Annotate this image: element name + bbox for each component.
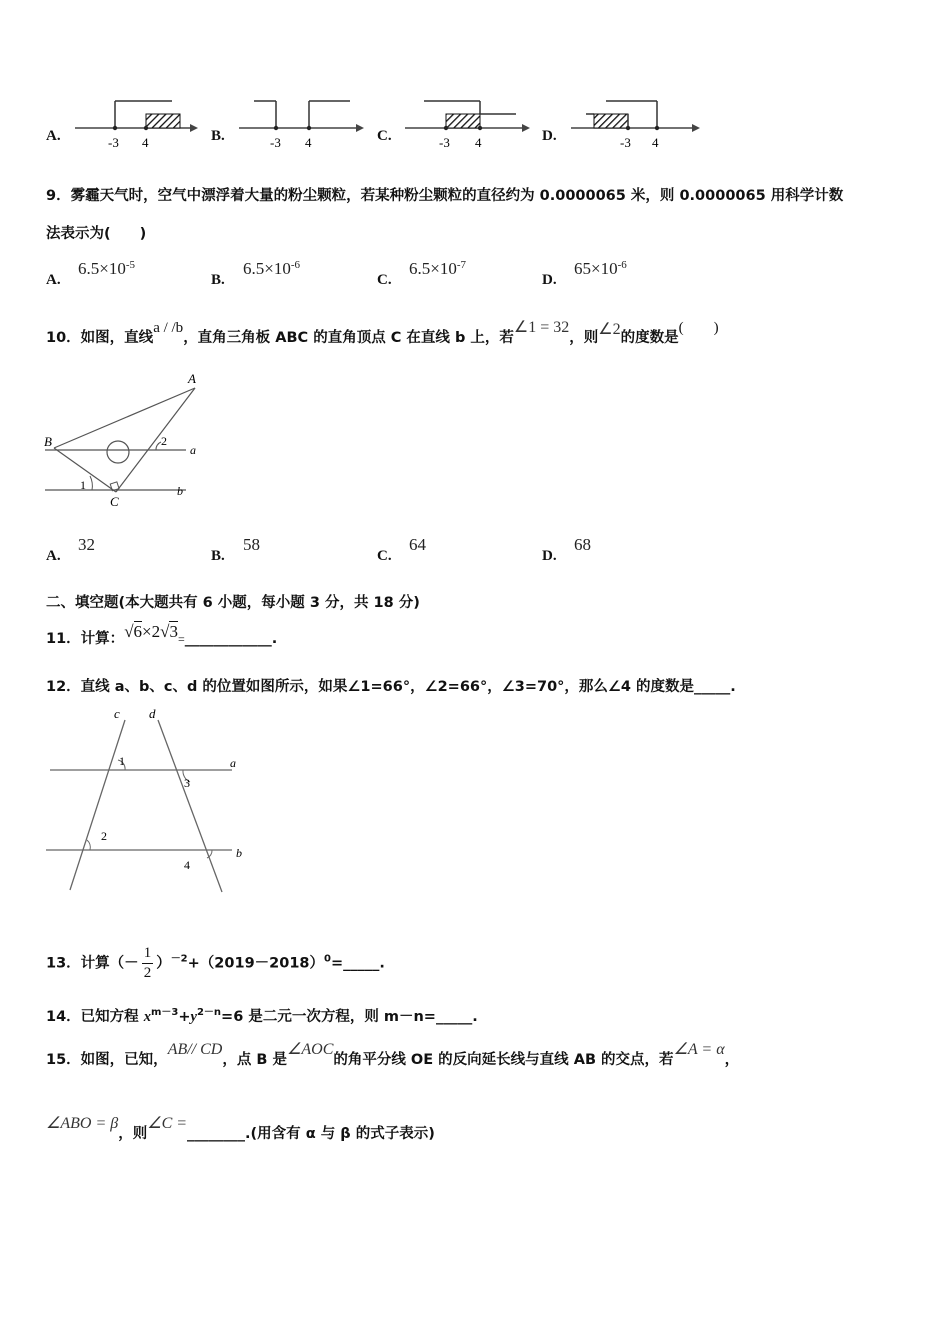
- tick-label: -3: [270, 135, 281, 150]
- tick-label: 4: [475, 135, 482, 150]
- q10-option-b-label: B.: [211, 548, 225, 564]
- q8-option-c-label: C.: [377, 128, 392, 144]
- q15-line1: 15．如图，已知，AB// CD，点 B 是∠AOC的角平分线 OE 的反向延长线与直线 AB 的交点，若∠A = α，: [46, 1041, 740, 1068]
- label-angle-2: 2: [101, 829, 107, 843]
- label-line-b: b: [236, 846, 242, 860]
- q14-text: 14．已知方程 $x^{m-3}+y^{2-n}=6$ 是二元一次方程，则 m－n=_____.: [46, 1007, 478, 1025]
- tick-label: 4: [142, 135, 149, 150]
- q11-text: 11．计算：√6×2√3=____________.: [46, 622, 278, 647]
- q13-text: 13．计算（－ $\frac{1}{2}$ ）$^{-2}+(2019-2018)^0=\_\_\_\_\_$.: [46, 945, 385, 981]
- label-line-a: a: [190, 443, 196, 457]
- tick-label: 4: [305, 135, 312, 150]
- label-b-vertex: B: [44, 434, 52, 449]
- q9-line1: 9．雾霾天气时，空气中漂浮着大量的粉尘颗粒，若某种粉尘颗粒的直径约为 0.0000065 米，则 0.0000065 用科学计数: [46, 188, 844, 204]
- q8-option-d-numberline: [566, 96, 704, 152]
- label-line-a: a: [230, 756, 236, 770]
- tick-label: -3: [439, 135, 450, 150]
- q10-option-c-value: 64: [409, 535, 426, 554]
- q10-option-d-value: 68: [574, 535, 591, 554]
- label-angle-1: 1: [119, 754, 125, 768]
- q10-option-b-value: 58: [243, 535, 260, 554]
- label-angle-4: 4: [184, 858, 190, 872]
- q9-option-d-value: $65\times 10^{-6}$: [574, 259, 627, 278]
- q8-option-a-label: A.: [46, 128, 61, 144]
- q10-text: 10．如图，直线a / /b，直角三角板 ABC 的直角顶点 C 在直线 b 上，若∠1 = 32，则∠2的度数是( ): [46, 319, 719, 346]
- label-line-d: d: [149, 706, 156, 721]
- tick-label: -3: [620, 135, 631, 150]
- q8-option-c-numberline: [400, 96, 534, 152]
- q10-option-c-label: C.: [377, 548, 392, 564]
- q9-option-a-label: A.: [46, 272, 61, 288]
- q10-figure: [40, 368, 210, 514]
- tick-label: -3: [108, 135, 119, 150]
- q8-option-b-numberline: [234, 96, 368, 152]
- label-angle-3: 3: [184, 776, 190, 790]
- q10-option-a-label: A.: [46, 548, 61, 564]
- section-title: 二、填空题(本大题共有 6 小题，每小题 3 分，共 18 分): [46, 595, 420, 611]
- q8-option-d-label: D.: [542, 128, 557, 144]
- q10-option-d-label: D.: [542, 548, 557, 564]
- q12-figure: [40, 704, 260, 894]
- q9-line2: 法表示为( ): [46, 226, 147, 242]
- label-line-c: c: [114, 706, 120, 721]
- q9-option-c-value: $6.5\times 10^{-7}$: [409, 259, 467, 278]
- label-c-vertex: C: [110, 494, 119, 509]
- q9-option-d-label: D.: [542, 272, 557, 288]
- q10-option-a-value: 32: [78, 535, 95, 554]
- tick-label: 4: [652, 135, 659, 150]
- q9-option-b-value: $6.5\times 10^{-6}$: [243, 259, 301, 278]
- q8-option-b-label: B.: [211, 128, 225, 144]
- q12-text: 12．直线 a、b、c、d 的位置如图所示，如果∠1=66°，∠2=66°，∠3=70°，那么∠4 的度数是_____.: [46, 679, 736, 695]
- label-angle-2: 2: [161, 434, 167, 448]
- q9-option-c-label: C.: [377, 272, 392, 288]
- label-a-vertex: A: [188, 371, 196, 386]
- label-line-b: b: [177, 484, 183, 498]
- q9-option-b-label: B.: [211, 272, 225, 288]
- q9-option-a-value: $6.5\times 10^{-5}$: [78, 259, 136, 278]
- q15-line2: ∠ABO = β，则∠C =________.(用含有 α 与 β 的式子表示): [46, 1115, 435, 1142]
- q8-option-a-numberline: [70, 96, 200, 152]
- label-angle-1: 1: [80, 478, 86, 492]
